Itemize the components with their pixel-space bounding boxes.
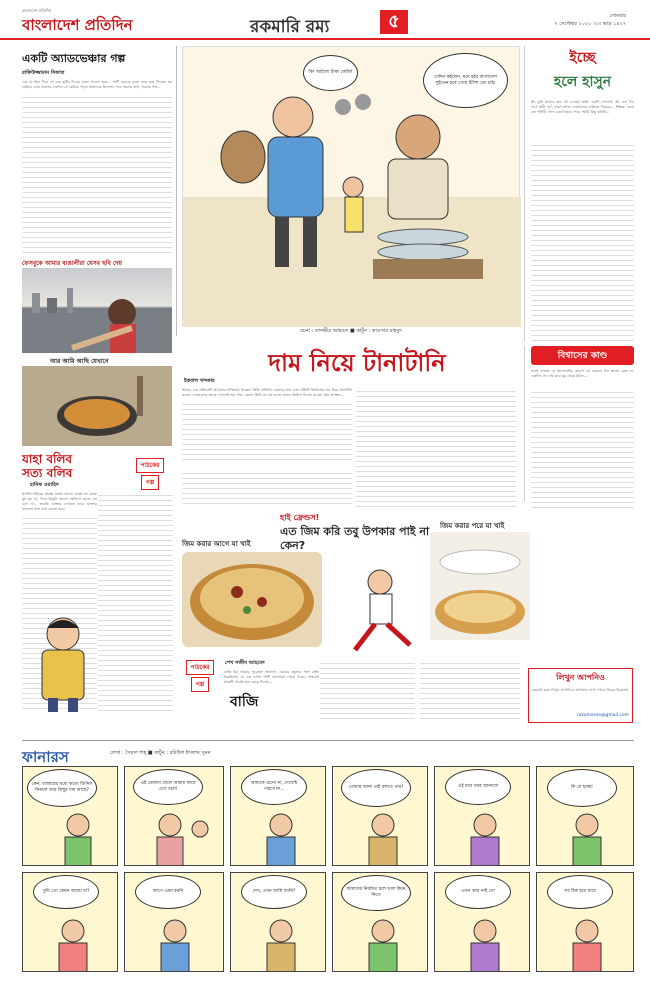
fanarash-bubble-4: তোমার জানা নেই বলতে পার? (341, 769, 411, 807)
fanarash-bubble-5: এই মাত্র খবর জানাবো (445, 769, 511, 805)
fanarash-panel-5 (434, 766, 530, 866)
gym-after-label: জিম করার পরে যা খাই (440, 522, 505, 530)
story3-body-lines-1 (182, 401, 352, 461)
story2-headline (22, 452, 122, 480)
main-cartoon (182, 46, 520, 326)
fanarash-panel-4 (332, 766, 428, 866)
fanarash-bubble-9: দেখ, এখন আমি জানি? (241, 875, 307, 909)
fanarash-top-rule (22, 740, 634, 741)
reader-cartoon-man (28, 612, 98, 712)
cartoon-bubble-seller: সেদিন কইলেন, মনে হইব বাংলাদেশ সুইডেন হবে গেছে ইলিশ তো চাই। (423, 53, 508, 108)
photo-kitchen (22, 366, 172, 446)
newspaper-logo[interactable]: বাংলাদেশ প্রতিদিন (22, 16, 133, 34)
kitchen-photo-illustration (22, 366, 172, 446)
fanarash-panel-7 (22, 872, 118, 972)
story4-body-col3 (420, 660, 520, 720)
biriyani-after-photo (430, 532, 530, 640)
gym-before-label: জিম করার আগে যা খাই (182, 540, 251, 548)
fanarash-panel-12 (536, 872, 634, 972)
story3-author: ইকবাল খন্দকার (184, 378, 215, 384)
date-label: ৭ সেপ্টেম্বর ২০২০ ।২৩ ভাদ্র ১৪২৭ (554, 21, 626, 27)
fanarash-man-12 (557, 917, 617, 972)
biriyani-illustration (182, 552, 322, 647)
likhun-title: লিখুন আপনিও (556, 673, 605, 682)
price-headline: দাম নিয়ে টানাটানি (268, 348, 446, 377)
page-number-badge: ৫ (380, 10, 408, 34)
bishwa-kando-head: বিশ্বাসের কাণ্ড (531, 346, 634, 365)
gym-question: এত জিম করি তবু উপকার পাই না কেন? (280, 525, 430, 552)
bishwa-kando-box (524, 346, 634, 501)
story4-body-lead: বাজি ধরা আমার পুরোনো অভ্যাস। একবার বন্ধুদের সঙ্গে বাজি ধরেছিলাম যে এক বসায় দশটি রসগোল্লা খেতে পারব। শেষমেশ সাতটি খেয়েই হাল ছেড়ে দিলাম... (224, 670, 319, 684)
story3-body-col2 (356, 388, 516, 508)
gym-runner-cartoon (330, 560, 430, 660)
story4-body-col2 (320, 660, 415, 720)
story3-body-text: আমার এক প্রতিবেশী আমাদের বিল্ডিংয়ে থাকেন। তিনি প্রতিদিন বাজারে যান এবং প্রতিটি জিনিসের দাম নিয়ে টানাটানি করেন। দোকানদার তাকে দেখলেই ভয় পায়। কেননা তিনি যে দাম বলেন তাতে জিনিস পাওয়া যাওয়া প্রায় অসম্ভব... (182, 388, 352, 397)
cartoon-bubble-buyer: কি! আটশো টাকা কেজি! (303, 55, 358, 91)
joke-box (524, 46, 634, 341)
fanarash-man-6 (557, 811, 617, 866)
fanarash-man-5 (455, 811, 515, 866)
fanarash-panel-10 (332, 872, 428, 972)
story1-author: রাফিউজ্জামান সিফাত (22, 70, 65, 76)
rice-plate-illustration (430, 532, 530, 640)
logo-tagline: বাংলাদেশ প্রতিদিন (22, 8, 52, 13)
photo1-caption: ফেসবুকে আমার বাঙালীরা যেসব ছবি দেয় (22, 260, 122, 267)
story1-body-text: এক যে ছিল দিন। সে এক ছুটির দিনের মতো আনন্দ ভরা... পার্টি বড়দের মতো করে তার নিজের ঘর গুছিয়ে নেয়। তারপর একদিন সে বেরিয়ে পড়ল অজানার উদ্দেশে। পথে অনেক বাধা, অনেক গল্প... (22, 80, 172, 89)
fanarash-panel-6 (536, 766, 634, 866)
fanarash-strip (22, 766, 634, 974)
fanarash-panel-11 (434, 872, 530, 972)
fanarash-man-9 (251, 917, 311, 972)
fanarash-bubble-2: এই বেয়াদব ছেলে আমার কাছে এসে বলে! (133, 769, 203, 805)
story3-body-col1b (182, 470, 352, 508)
story4-tag-reader: পাঠকের (186, 660, 215, 675)
story2-author: হানিফ ওয়াহিদ (30, 482, 59, 488)
fanarash-man-11 (455, 917, 515, 972)
fanarash-panel-2 (124, 766, 224, 866)
story2-tag-story: গল্প (141, 475, 159, 490)
likhun-body: রকমারি রম্যে লিখুন আপনিও। আপনার লেখা পাঠান নিচের ঠিকানায় (532, 688, 629, 692)
fanarash-bubble-12: সব ঠিক হয়ে যাবে (547, 875, 613, 909)
fanarash-man-4 (353, 811, 413, 866)
fanarash-title: ফানারস (22, 748, 69, 766)
fanarash-bubble-8: আগে এমন হয়নি (135, 875, 201, 909)
joke-title-line1: ইচ্ছে (569, 50, 596, 66)
column-divider (176, 46, 177, 336)
fanarash-bubble-11: এখন আর নাই গো (445, 875, 511, 909)
bishwa-kando-lines (531, 389, 634, 509)
day-label: সোমবার (609, 13, 626, 19)
story3-body-col1 (182, 388, 352, 468)
cartoon-credit: রচনা : তানভীর আহমেদ ■ কার্টুন : কাওসার মাহমুদ (300, 328, 402, 334)
fanarash-credit: লেখা : সৈয়দা শাহ্‌ ■ কার্টুন : রবিউল ইসলাম সুমন (110, 750, 211, 756)
fanarash-bubble-3: আমাকে চেনো না, দেখেছি পারবে না... (241, 769, 307, 805)
photo2-caption: আর আমি আছি যেখানে (50, 358, 109, 365)
likhun-box (528, 668, 633, 723)
story1-body-lines (22, 94, 172, 254)
story4-author: শেখ সজীব আহমেদ (225, 660, 265, 666)
likhun-email[interactable]: rokomaree@gmail.com (576, 713, 629, 718)
fanarash-bubble-1: কেন, বাজারের মধ্যে কতো জিনিস কিনলে আর কিছুর দাম আছে? (27, 769, 97, 807)
story1-headline: একটি অ্যাডভেঞ্চার গল্প (22, 52, 126, 65)
story4-tag (180, 660, 220, 692)
fanarash-man-1 (53, 811, 103, 866)
fanarash-panel-8 (124, 872, 224, 972)
fanarash-panel-3 (230, 766, 326, 866)
fanarash-woman-7 (43, 917, 103, 972)
joke-body-lines (531, 142, 634, 342)
photo-city-view (22, 268, 172, 353)
city-photo-illustration (22, 268, 172, 353)
fanarash-bubble-7: তুমি তো কেমন আছো মা? (33, 875, 99, 909)
story1-body (22, 80, 172, 255)
story2-body-col2 (98, 492, 173, 712)
story2-headline-line1: যাহা বলিব (22, 452, 73, 466)
story4-title: বাজি (230, 694, 259, 710)
fanarash-bubble-10: আমাদের নিয়মিত চাল ডাল কিনে নিতে (341, 875, 411, 911)
story2-tag-reader: পাঠকের (136, 458, 165, 473)
fanarash-bubble-6: কি যে হচ্ছে! (547, 769, 617, 807)
fanarash-man-10 (353, 917, 413, 972)
biriyani-before-photo (182, 552, 322, 647)
joke-title-line2: হলে হাসুন (553, 74, 612, 90)
fanarash-man-3 (251, 811, 311, 866)
fanarash-man-2 (145, 811, 215, 866)
masthead (0, 0, 650, 40)
story2-body-text: ইদানীং শরীরের অবস্থা তেমন ভালো যাচ্ছে না। রাতে ঘুম হয় না, দিনে ঝিমুনি আসে। অফিসে কাজে মন বসে না... ভাবছি ডাক্তার দেখাতে হবে। ডাক্তার বললেন সত্য কথা বলতে হবে। (22, 492, 97, 511)
joke-body: স্ত্রী: তুমি আমার জন্য কী এনেছ? স্বামী: একটি গোলাপ। স্ত্রী: এত দিন পর? স্বামী: হ্যাঁ, কারণ আজ দোকানদার বাকিতে দিয়েছে... শিক্ষক: বলো তো পৃথিবী গোল কেন? ছাত্র: স্যার, আমি কিছু করিনি... (531, 100, 634, 114)
bishwa-kando-body: সবাই জানত যে আলসেমির কারণে সে কোনো দিন কাজে যেত না। একদিন সে দেরি করে ঘুম থেকে উঠল... (531, 369, 634, 378)
date-block (554, 12, 626, 28)
fanarash-panel-9 (230, 872, 326, 972)
fanarash-panel-1 (22, 766, 118, 866)
section-title: রকমারি রম্য (250, 17, 330, 37)
story2-headline-line2: সত্য বলিব (22, 466, 73, 480)
fanarash-man-8 (145, 917, 205, 972)
gym-hi-friends: হাই ফ্রেন্ডস! (280, 513, 320, 522)
story4-tag-story: গল্প (191, 677, 209, 692)
